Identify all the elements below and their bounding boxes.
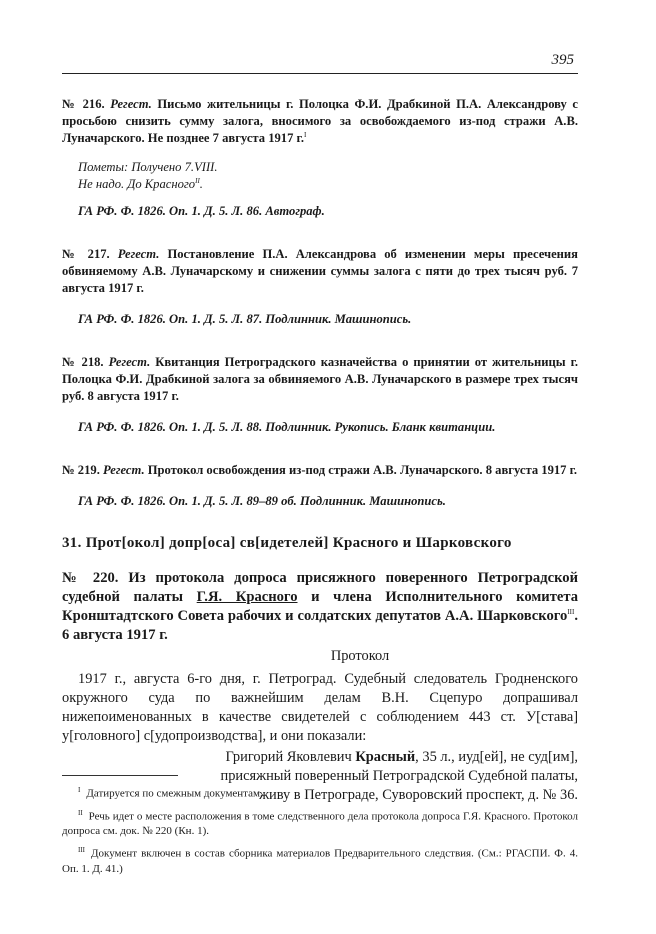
footnote-text: Речь идет о месте расположения в томе следственного дела протокола допроса Г.Я. Красного. Протокол допроса см. док. № 220 (Кн. 1). bbox=[62, 810, 578, 838]
entry-216-marks bbox=[78, 159, 578, 193]
footnote-ref: III bbox=[567, 608, 575, 617]
entry-219 bbox=[62, 462, 578, 479]
witness-line: присяжный поверенный Петроградской Судебной палаты, bbox=[220, 768, 578, 784]
entry-217 bbox=[62, 246, 578, 297]
footnote-rule bbox=[62, 775, 178, 776]
witness-text: Григорий Яковлевич bbox=[225, 749, 356, 765]
entry-text: Письмо жительницы г. Полоцка Ф.И. Драбкиной П.А. Александрову с просьбою снизить сумму залога, вносимого за освобождаемого из-под стражи А.В. Луначарского. Не позднее 7 августа 1917 г. bbox=[62, 97, 578, 145]
title-text: и члена Исполнительного комитета Кронштадтского Совета рабочих и солдатских депутатов А.А. Шарковского bbox=[62, 589, 578, 624]
archive-reference: ГА РФ. Ф. 1826. Оп. 1. Д. 5. Л. 87. Подлинник. Машинопись. bbox=[78, 312, 412, 326]
entry-218 bbox=[62, 354, 578, 405]
marks-line bbox=[78, 176, 578, 193]
regest-label: Регест. bbox=[108, 355, 151, 369]
entry-number: № 216. bbox=[62, 97, 105, 111]
regest-label: Регест. bbox=[110, 97, 152, 111]
entry-216 bbox=[62, 96, 578, 147]
witness-line bbox=[62, 748, 578, 767]
footnote bbox=[62, 783, 578, 802]
title-underlined-name: Г.Я. Красного bbox=[196, 589, 298, 605]
header-rule bbox=[62, 73, 578, 74]
protocol-paragraph: 1917 г., августа 6-го дня, г. Петроград. Судебный следователь Гродненского окружного суда по важнейшим делам В.Н. Сцепуро допрашивал нижепоименованных в качестве свидетелей с соблюдением 443 ст. У[става] у[головного] с[удопроизводства], и они показали: bbox=[62, 671, 578, 744]
archive-reference: ГА РФ. Ф. 1826. Оп. 1. Д. 5. Л. 89–89 об. Подлинник. Машинопись. bbox=[78, 494, 446, 508]
entry-text: Постановление П.А. Александрова об изменении меры пресечения обвиняемому А.В. Луначарскому и снижении суммы залога с пяти до трех тысяч руб. 7 августа 1917 г. bbox=[62, 247, 578, 295]
footnote-mark: III bbox=[78, 846, 85, 855]
entry-number: № 218. bbox=[62, 355, 104, 369]
footnote-mark: I bbox=[78, 786, 81, 794]
archive-reference: ГА РФ. Ф. 1826. Оп. 1. Д. 5. Л. 86. Автограф. bbox=[78, 204, 325, 218]
page-number: 395 bbox=[551, 52, 574, 68]
document-title bbox=[62, 569, 578, 645]
footnotes bbox=[62, 783, 578, 881]
witness-surname: Красный bbox=[355, 749, 416, 765]
entry-number: № 219. bbox=[62, 463, 100, 477]
footnote-ref: II bbox=[195, 176, 200, 185]
entry-text: Квитанция Петроградского казначейства о принятии от жительницы г. Полоцка Ф.И. Драбкиной залога за обвиняемого А.В. Луначарского в размере трех тысяч руб. 8 августа 1917 г. bbox=[62, 355, 579, 403]
title-date: . 6 августа 1917 г. bbox=[62, 608, 578, 643]
title-text: № 220. Из протокола допроса присяжного поверенного Петроградской судебной палаты bbox=[62, 570, 578, 605]
footnote bbox=[62, 843, 578, 877]
footnote-text: Документ включен в состав сборника материалов Предварительного следствия. (См.: РГАСПИ. Ф. 4. Оп. 1. Д. 41.) bbox=[62, 847, 578, 875]
protocol-heading: Протокол bbox=[330, 648, 390, 664]
footnote-mark: II bbox=[78, 808, 83, 817]
marks-line: Пометы: Получено 7.VIII. bbox=[78, 160, 218, 174]
entry-text: Протокол освобождения из-под стражи А.В. Луначарского. 8 августа 1917 г. bbox=[147, 463, 578, 477]
section-title: 31. Прот[окол] допр[оса] св[идетелей] Красного и Шарковского bbox=[62, 535, 512, 551]
witness-text: , 35 л., иуд[ей], не суд[им], bbox=[415, 749, 578, 765]
witness-line: живу в Петрограде, Суворовский проспект, д. № 36. bbox=[259, 787, 578, 803]
marks-text: Не надо. До Красного bbox=[78, 177, 196, 191]
archive-reference: ГА РФ. Ф. 1826. Оп. 1. Д. 5. Л. 88. Подлинник. Рукопись. Бланк квитанции. bbox=[78, 420, 496, 434]
footnote-text: Датируется по смежным документам. bbox=[86, 787, 263, 800]
page-content bbox=[62, 96, 578, 805]
footnote-ref: I bbox=[304, 130, 307, 139]
footnote bbox=[62, 806, 578, 840]
regest-label: Регест. bbox=[103, 463, 145, 477]
entry-number: № 217. bbox=[62, 247, 110, 261]
regest-label: Регест. bbox=[117, 247, 160, 261]
marks-end: . bbox=[199, 177, 203, 191]
